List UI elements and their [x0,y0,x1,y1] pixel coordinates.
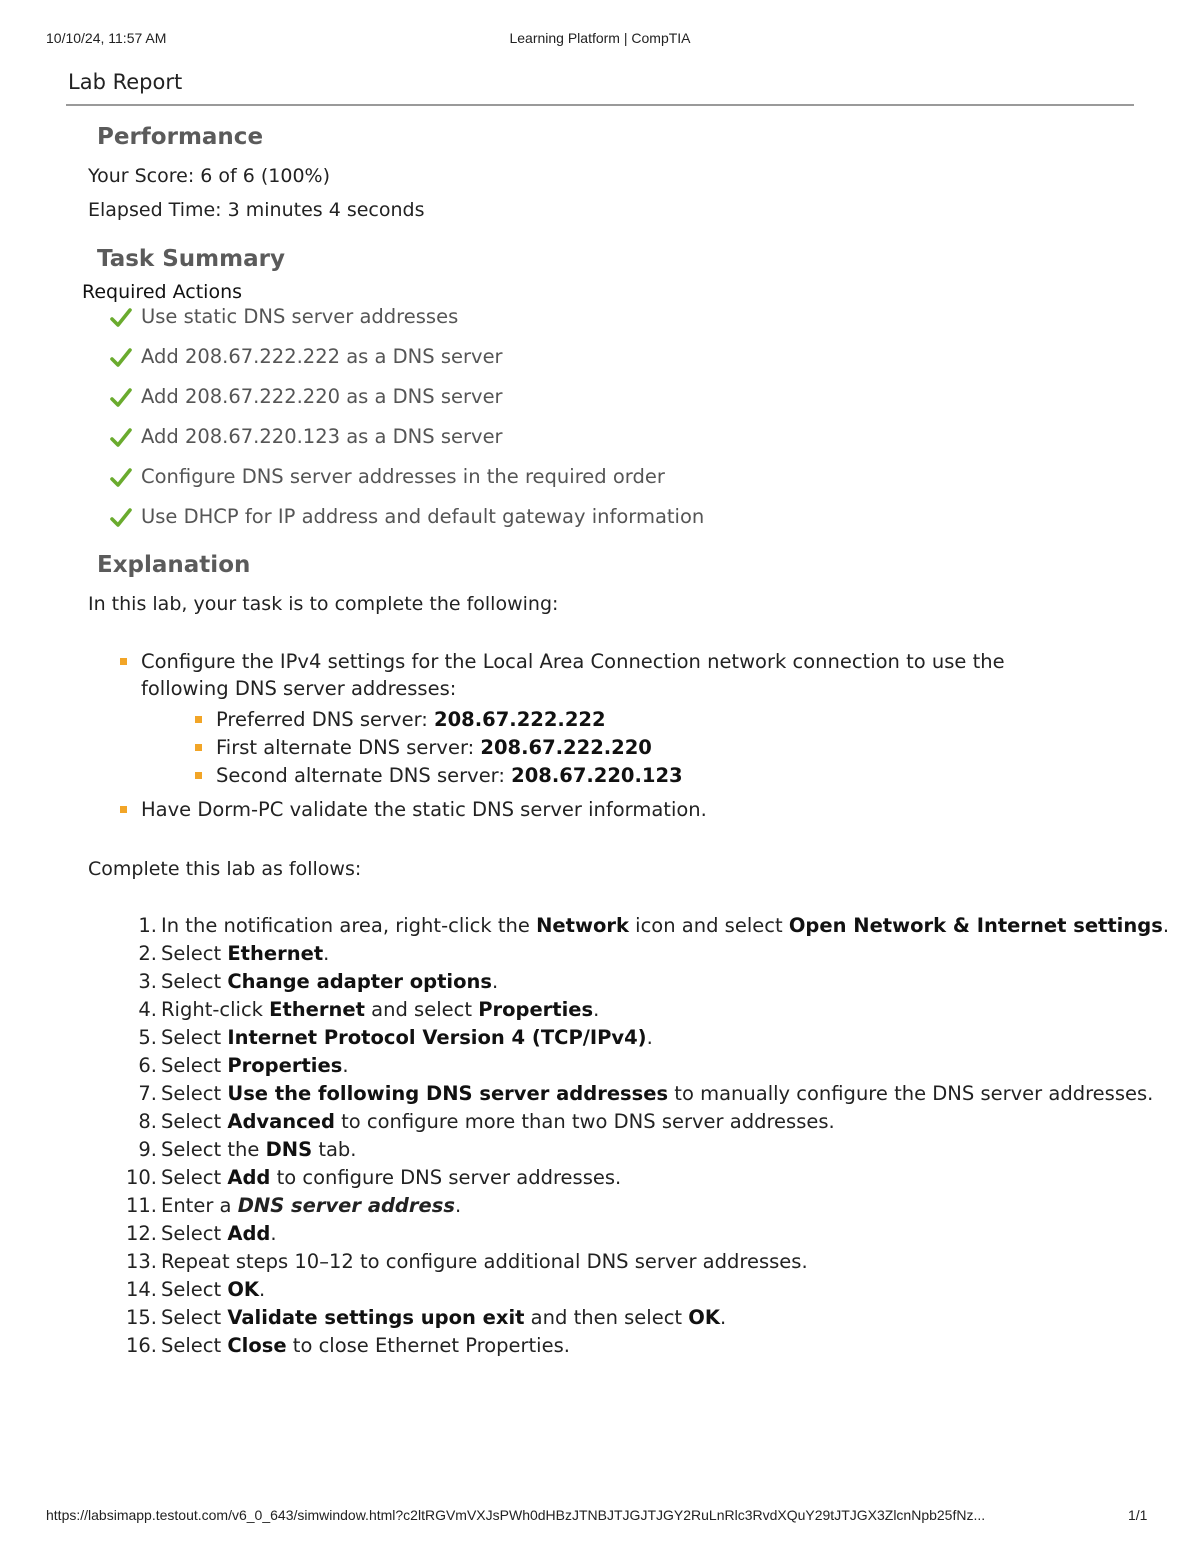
dns-server-address: 208.67.222.222 [434,708,606,731]
step-text: . [454,1194,462,1217]
required-action-item [108,465,704,505]
step-text: Select [161,1110,228,1133]
step-emphasis: Add [227,1222,271,1245]
step-text: to configure DNS server addresses. [270,1166,622,1189]
step-number: 4. [138,998,157,1021]
step-text: Select [161,1334,228,1357]
step-emphasis: DNS [265,1138,313,1161]
step-item [138,912,1170,940]
step-item [138,968,1169,996]
required-action-item [108,385,704,425]
step-text: to manually configure the DNS server addresses. [668,1082,1154,1105]
required-actions-heading: Required Actions [82,281,243,303]
step-emphasis: OK [688,1306,720,1329]
step-number: 9. [138,1138,157,1161]
dns-server-address: 208.67.220.123 [511,764,683,787]
title-divider [66,104,1134,106]
dns-server-label: Second alternate DNS server: [216,764,512,787]
report-title: Lab Report [68,70,183,94]
step-item [125,1164,1169,1192]
step-number: 5. [138,1026,157,1049]
step-item [138,940,1169,968]
dns-server-list [193,706,1098,790]
steps-list [125,912,1170,1360]
page-number: 1/1 [1128,1507,1148,1523]
required-action-item [108,425,704,465]
step-emphasis: Open Network & Internet settings [788,914,1163,937]
step-text: . [323,942,330,965]
print-page-title: Learning Platform | CompTIA [509,30,691,46]
bullet-text: Have Dorm-PC validate the static DNS server information. [141,798,707,821]
list-item [118,796,1098,823]
list-item [118,648,1098,790]
step-text: Select [161,942,228,965]
step-emphasis: Internet Protocol Version 4 (TCP/IPv4) [227,1026,647,1049]
step-emphasis: Properties [227,1054,343,1077]
step-emphasis: Validate settings upon exit [227,1306,525,1329]
required-action-item [108,505,704,545]
step-emphasis: Change adapter options [227,970,492,993]
dns-server-label: Preferred DNS server: [216,708,435,731]
print-url: https://labsimapp.testout.com/v6_0_643/simwindow.html?c2ltRGVmVXJsPWh0dHBzJTNBJTJGJTJGY2RuLnRlc3RvdXQuY29tJTJGX3ZlcnNpb25fNz... [46,1507,986,1523]
bullet-icon [195,744,202,751]
step-text: . [492,970,499,993]
step-text: Select [161,1026,228,1049]
score-text: Your Score: 6 of 6 (100%) [88,165,331,187]
step-item [125,1332,1169,1360]
dns-server-address: 208.67.222.220 [480,736,652,759]
step-emphasis: Close [227,1334,287,1357]
step-text: Enter a [161,1194,238,1217]
step-number: 10. [125,1166,157,1189]
steps-intro: Complete this lab as follows: [88,858,362,880]
dns-server-item [193,706,1098,734]
step-text: Select [161,1082,228,1105]
step-number: 13. [125,1250,157,1273]
step-text: . [1162,914,1170,937]
step-number: 8. [138,1110,157,1133]
step-item [125,1248,1169,1276]
step-number: 11. [125,1194,157,1217]
step-number: 6. [138,1054,157,1077]
required-action-item [108,305,704,345]
step-item [138,1052,1169,1080]
step-number: 16. [125,1334,157,1357]
bullet-text: Configure the IPv4 settings for the Local Area Connection network connection to use the following DNS server addresses: [141,650,1005,700]
bullet-icon [120,658,127,665]
step-emphasis: Ethernet [269,998,365,1021]
checkmark-icon [108,345,134,371]
print-header [0,30,1200,50]
step-text: Select [161,1222,228,1245]
step-text: . [593,998,600,1021]
explanation-intro: In this lab, your task is to complete the following: [88,593,559,615]
step-number: 3. [138,970,157,993]
required-action-text: Use DHCP for IP address and default gateway information [141,505,705,528]
step-number: 7. [138,1082,157,1105]
step-text: Right-click [161,998,270,1021]
step-text: to close Ethernet Properties. [286,1334,570,1357]
step-text: In the notification area, right-click the [161,914,537,937]
step-emphasis: Properties [478,998,594,1021]
step-emphasis: OK [227,1278,260,1301]
checkmark-icon [108,465,134,491]
required-action-text: Add 208.67.220.123 as a DNS server [141,425,503,448]
step-text: Select [161,1306,228,1329]
step-text: . [719,1306,727,1329]
step-item [125,1304,1169,1332]
task-bullet-list [118,648,1098,823]
required-action-text: Use static DNS server addresses [141,305,459,328]
required-actions-list [108,305,704,545]
checkmark-icon [108,505,134,531]
step-text: Select [161,1054,228,1077]
step-item [125,1276,1169,1304]
step-text: Repeat steps 10–12 to configure additional DNS server addresses. [161,1250,808,1273]
step-number: 14. [125,1278,157,1301]
required-action-text: Add 208.67.222.220 as a DNS server [141,385,503,408]
step-item [138,1080,1169,1108]
step-text: Select the [161,1138,266,1161]
step-number: 1. [138,914,157,937]
step-emphasis: DNS server address [237,1194,455,1217]
required-action-text: Configure DNS server addresses in the required order [141,465,665,488]
dns-server-item [193,734,1098,762]
required-action-text: Add 208.67.222.222 as a DNS server [141,345,503,368]
step-text: . [646,1026,653,1049]
step-emphasis: Network [536,914,629,937]
step-item [125,1192,1169,1220]
elapsed-time-text: Elapsed Time: 3 minutes 4 seconds [88,199,425,221]
step-number: 2. [138,942,157,965]
step-emphasis: Ethernet [227,942,324,965]
performance-heading: Performance [97,124,264,150]
bullet-icon [195,772,202,779]
step-text: Select [161,970,228,993]
step-text: and then select [524,1306,689,1329]
step-text: tab. [312,1138,357,1161]
print-date: 10/10/24, 11:57 AM [46,30,167,46]
checkmark-icon [108,425,134,451]
step-emphasis: Use the following DNS server addresses [227,1082,669,1105]
step-text: . [270,1222,277,1245]
step-text: icon and select [628,914,789,937]
checkmark-icon [108,385,134,411]
checkmark-icon [108,305,134,331]
step-text: and select [364,998,479,1021]
step-text: . [259,1278,266,1301]
step-text: Select [161,1278,228,1301]
step-item [125,1220,1169,1248]
step-item [138,1108,1169,1136]
step-item [138,1136,1169,1164]
step-text: Select [161,1166,228,1189]
step-number: 12. [125,1222,157,1245]
step-item [138,996,1169,1024]
step-text: . [342,1054,349,1077]
step-text: to configure more than two DNS server addresses. [334,1110,835,1133]
step-item [138,1024,1169,1052]
task-summary-heading: Task Summary [97,246,285,272]
step-emphasis: Add [227,1166,271,1189]
bullet-icon [120,806,127,813]
explanation-heading: Explanation [97,552,251,578]
dns-server-item [193,762,1098,790]
step-number: 15. [125,1306,157,1329]
bullet-icon [195,716,202,723]
dns-server-label: First alternate DNS server: [216,736,481,759]
step-emphasis: Advanced [227,1110,335,1133]
required-action-item [108,345,704,385]
